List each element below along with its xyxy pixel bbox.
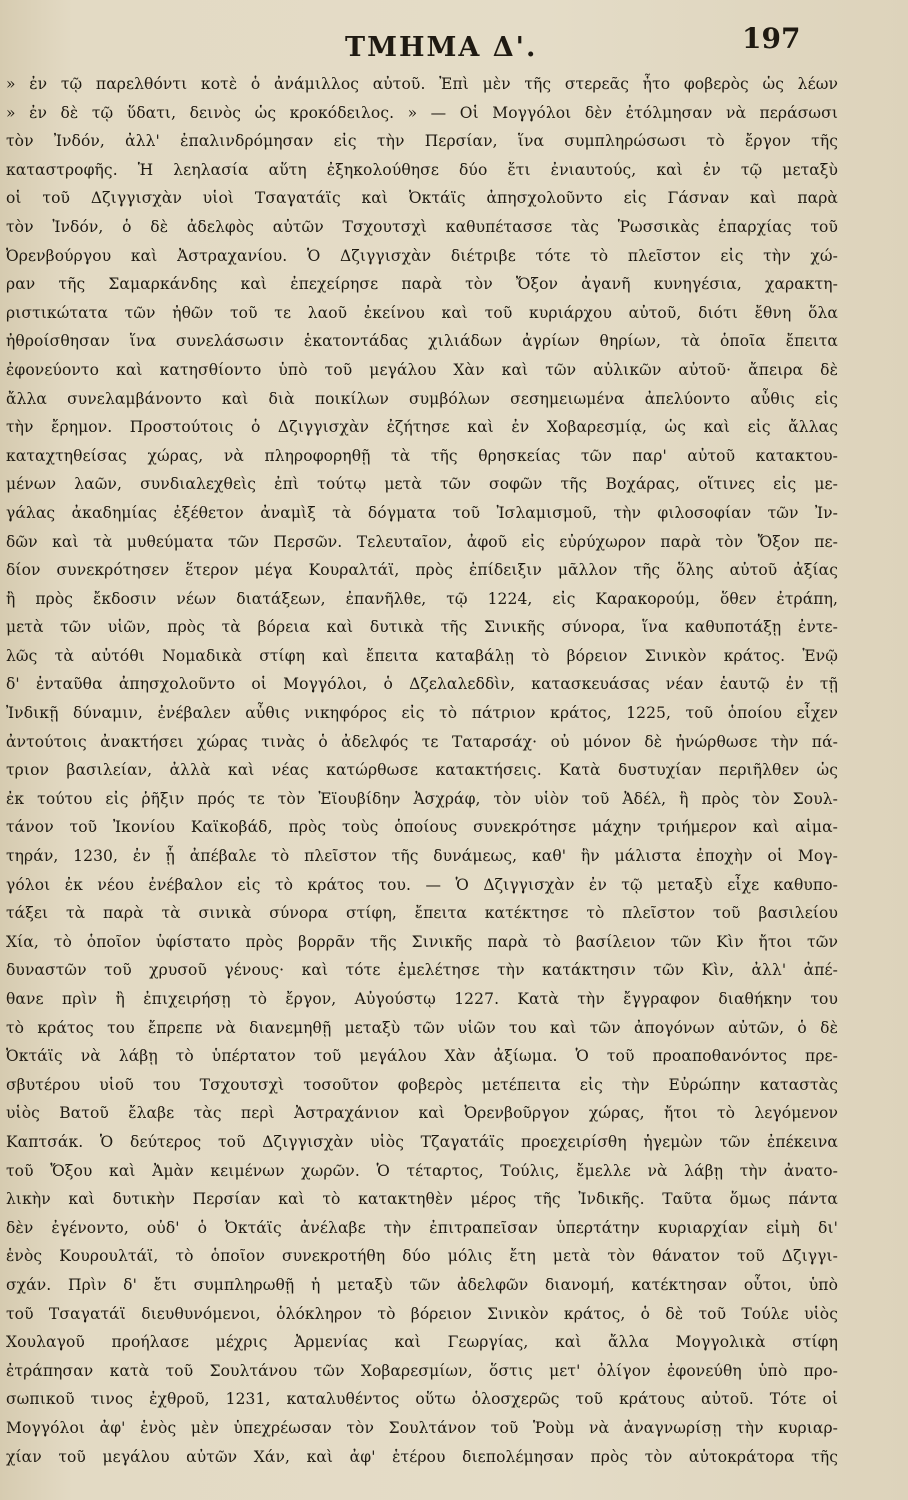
page-number: 197 — [742, 22, 801, 55]
section-title: ΤΜΗΜΑ Δ'. — [345, 32, 538, 63]
page-header — [0, 18, 908, 68]
text-line: ἐκ τούτου εἰς ῥῆξιν πρός τε τὸν Ἐϊουβίδην Ἀσχράφ, τὸν υἱὸν τοῦ Ἀδέλ, ἢ πρὸς τὸν Σουλ- — [6, 789, 838, 808]
text-line: σωπικοῦ τινος ἐχθροῦ, 1231, καταλυθέντος οὕτω ὁλοσχερῶς τοῦ κράτους αὐτοῦ. Τότε οἱ — [6, 1390, 838, 1409]
text-line: γάλας ἀκαδημίας ἐξέθετον ἀναμὶξ τὰ δόγματα τοῦ Ἰσλαμισμοῦ, τὴν φιλοσοφίαν τῶν Ἰν- — [6, 503, 838, 522]
text-line: Μογγόλοι ἀφ' ἑνὸς μὲν ὑπεχρέωσαν τὸν Σουλτάνον τοῦ Ῥοὺμ νὰ ἀναγνωρίσῃ τὴν κυριαρ- — [6, 1418, 838, 1437]
text-line: δ' ἐνταῦθα ἀπησχολοῦντο οἱ Μογγόλοι, ὁ Δζελαλεδδὶν, κατασκευάσας νέαν ἑαυτῷ ἐν τῇ — [6, 675, 838, 694]
text-line: τάνον τοῦ Ἰκονίου Καϊκοβάδ, πρὸς τοὺς ὁποίους συνεκρότησε μάχην τριήμερον καὶ αἱμα- — [6, 818, 838, 837]
text-line: ἠθροίσθησαν ἵνα συνελάσωσιν ἑκατοντάδας χιλιάδων ἀγρίων θηρίων, τὰ ὁποῖα ἔπειτα — [6, 332, 838, 351]
text-line: τάξει τὰ παρὰ τὰ σινικὰ σύνορα στίφη, ἔπειτα κατέκτησε τὸ πλεῖστον τοῦ βασιλείου — [6, 904, 838, 923]
text-line: δυναστῶν τοῦ χρυσοῦ γένους· καὶ τότε ἐμελέτησε τὴν κατάκτησιν τῶν Κὶν, ἀλλ' ἀπέ- — [6, 961, 838, 980]
text-line: μένων λαῶν, συνδιαλεχθεὶς ἐπὶ τούτῳ μετὰ τῶν σοφῶν τῆς Βοχάρας, οἵτινες εἰς με- — [6, 475, 838, 494]
text-line: τηράν, 1230, ἐν ᾗ ἀπέβαλε τὸ πλεῖστον τῆς δυνάμεως, καθ' ἣν μάλιστα ἐποχὴν οἱ Μογ- — [6, 847, 838, 866]
text-line: τὴν ἔρημον. Προστούτοις ὁ Δζιγγισχὰν ἐζήτησε καὶ ἐν Χοβαρεσμίᾳ, ὡς καὶ εἰς ἄλλας — [6, 418, 838, 437]
text-line: ἢ πρὸς ἔκδοσιν νέων διατάξεων, ἐπανῆλθε, τῷ 1224, εἰς Καρακορούμ, ὅθεν ἐτράπη, — [6, 589, 838, 608]
text-line: δίον συνεκρότησεν ἕτερον μέγα Κουραλτάϊ, πρὸς ἐπίδειξιν μᾶλλον τῆς ὅλης αὐτοῦ ἀξίας — [6, 561, 838, 580]
text-line: ριστικώτατα τῶν ἠθῶν τοῦ τε λαοῦ ἐκείνου καὶ τοῦ κυριάρχου αὐτοῦ, διότι ἔθνη ὅλα — [6, 303, 838, 322]
text-line: οἱ τοῦ Δζιγγισχὰν υἱοὶ Τσαγατάϊς καὶ Ὀκτάϊς ἀπησχολοῦντο εἰς Γάσναν καὶ παρὰ — [6, 189, 838, 208]
text-line: ἑνὸς Κουρουλτάϊ, τὸ ὁποῖον συνεκροτήθη δύο μόλις ἔτη μετὰ τὸν θάνατον τοῦ Δζιγγι- — [6, 1247, 838, 1266]
text-line: ἐφονεύοντο καὶ κατησθίοντο ὑπὸ τοῦ μεγάλου Χὰν καὶ τῶν αὐλικῶν αὐτοῦ· ἄπειρα δὲ — [6, 360, 838, 379]
text-line: τοῦ Ὄξου καὶ Ἀμὰν κειμένων χωρῶν. Ὁ τέταρτος, Τούλις, ἔμελλε νὰ λάβῃ τὴν ἀνατο- — [6, 1161, 838, 1180]
text-line: σχάν. Πρὶν δ' ἔτι συμπληρωθῇ ἡ μεταξὺ τῶν ἀδελφῶν διανομή, κατέκτησαν οὗτοι, ὑπὸ — [6, 1275, 838, 1294]
text-line: χίαν τοῦ μεγάλου αὐτῶν Χάν, καὶ ἀφ' ἑτέρου διεπολέμησαν πρὸς τὸν αὐτοκράτορα τῆς — [6, 1447, 838, 1466]
body-text — [6, 70, 838, 1471]
text-line: ἄλλα συνελαμβάνοντο καὶ διὰ ποικίλων συμβόλων σεσημειωμένα ἀπελύοντο αὖθις εἰς — [6, 389, 838, 408]
text-line: » ἐν δὲ τῷ ὕδατι, δεινὸς ὡς κροκόδειλος. » — Οἱ Μογγόλοι δὲν ἐτόλμησαν νὰ περάσωσι — [6, 103, 838, 122]
text-line: υἱὸς Βατοῦ ἔλαβε τὰς περὶ Ἀστραχάνιον καὶ Ὀρενβοῦργον χώρας, ἤτοι τὸ λεγόμενον — [6, 1104, 838, 1123]
text-line: ἀντούτοις ἀνακτήσει χώρας τινὰς ὁ ἀδελφός τε Ταταρσάχ· οὐ μόνον δὲ ἠνώρθωσε τὴν πά- — [6, 732, 838, 751]
text-line: Ὀκτάϊς νὰ λάβῃ τὸ ὑπέρτατον τοῦ μεγάλου Χὰν ἀξίωμα. Ὁ τοῦ προαποθανόντος πρε- — [6, 1047, 838, 1066]
text-line: γόλοι ἐκ νέου ἐνέβαλον εἰς τὸ κράτος του. — Ὁ Δζιγγισχὰν ἐν τῷ μεταξὺ εἶχε καθυπο- — [6, 875, 838, 894]
text-line: δῶν καὶ τὰ μυθεύματα τῶν Περσῶν. Τελευταῖον, ἀφοῦ εἰς εὐρύχωρον παρὰ τὸν Ὄξον πε- — [6, 532, 838, 551]
text-line: τὸν Ἰνδόν, ὁ δὲ ἀδελφὸς αὐτῶν Τσχουτσχὶ καθυπέτασσε τὰς Ῥωσσικὰς ἐπαρχίας τοῦ — [6, 217, 838, 236]
text-line: τριον βασιλείαν, ἀλλὰ καὶ νέας κατώρθωσε κατακτήσεις. Κατὰ δυστυχίαν περιῆλθεν ὡς — [6, 761, 838, 780]
text-line: καταστροφῆς. Ἡ λεηλασία αὕτη ἐξηκολούθησε δύο ἔτι ἐνιαυτούς, καὶ ἐν τῷ μεταξὺ — [6, 160, 838, 179]
text-line: τοῦ Τσαγατάϊ διευθυνόμενοι, ὁλόκληρον τὸ βόρειον Σινικὸν κράτος, ὁ δὲ τοῦ Τούλε υἱὸς — [6, 1304, 838, 1323]
text-line: μετὰ τῶν υἱῶν, πρὸς τὰ βόρεια καὶ δυτικὰ τῆς Σινικῆς σύνορα, ἵνα καθυποτάξῃ ἐντε- — [6, 618, 838, 637]
text-line: λικὴν καὶ δυτικὴν Περσίαν καὶ τὸ κατακτηθὲν μέρος τῆς Ἰνδικῆς. Ταῦτα ὅμως πάντα — [6, 1190, 838, 1209]
text-line: ραν τῆς Σαμαρκάνδης καὶ ἐπεχείρησε παρὰ τὸν Ὄξον ἀγανῆ κυνηγέσια, χαρακτη- — [6, 275, 838, 294]
text-line: Καπτσάκ. Ὁ δεύτερος τοῦ Δζιγγισχὰν υἱὸς Τζαγατάϊς προεχειρίσθη ἡγεμὼν τῶν ἐπέκεινα — [6, 1132, 838, 1151]
text-line: ἐτράπησαν κατὰ τοῦ Σουλτάνου τῶν Χοβαρεσμίων, ὅστις μετ' ὀλίγον ἐφονεύθη ὑπὸ προ- — [6, 1361, 838, 1380]
text-line: Ἰνδικῇ δύναμιν, ἐνέβαλεν αὖθις νικηφόρος εἰς τὸ πάτριον κράτος, 1225, τοῦ ὁποίου εἶχεν — [6, 704, 838, 723]
text-line: Χουλαγοῦ προήλασε μέχρις Ἀρμενίας καὶ Γεωργίας, καὶ ἄλλα Μογγολικὰ στίφη — [6, 1333, 838, 1352]
text-line: σβυτέρου υἱοῦ του Τσχουτσχὶ τοσοῦτον φοβερὸς μετέπειτα εἰς τὴν Εὐρώπην καταστὰς — [6, 1075, 838, 1094]
text-line: τὸν Ἰνδόν, ἀλλ' ἐπαλινδρόμησαν εἰς τὴν Περσίαν, ἵνα συμπληρώσωσι τὸ ἔργον τῆς — [6, 132, 838, 151]
text-line: Ὀρενβούργου καὶ Ἀστραχανίου. Ὁ Δζιγγισχὰν διέτριβε τότε τὸ πλεῖστον εἰς τὴν χώ- — [6, 246, 838, 265]
text-line: τὸ κράτος του ἔπρεπε νὰ διανεμηθῇ μεταξὺ τῶν υἱῶν του καὶ τῶν ἀπογόνων αὐτῶν, ὁ δὲ — [6, 1018, 838, 1037]
text-line: » ἐν τῷ παρελθόντι κοτὲ ὁ ἀνάμιλλος αὐτοῦ. Ἐπὶ μὲν τῆς στερεᾶς ἦτο φοβερὸς ὡς λέων — [6, 75, 838, 93]
text-line: Χία, τὸ ὁποῖον ὑφίστατο πρὸς βορρᾶν τῆς Σινικῆς παρὰ τὸ βασίλειον τῶν Κὶν ἤτοι τῶν — [6, 932, 838, 951]
text-line: θανε πρὶν ἢ ἐπιχειρήσῃ τὸ ἔργον, Αὐγούστῳ 1227. Κατὰ τὴν ἔγγραφον διαθήκην του — [6, 990, 838, 1008]
text-line: καταχτηθείσας χώρας, νὰ πληροφορηθῇ τὰ τῆς θρησκείας τῶν παρ' αὐτοῦ κατακτου- — [6, 446, 838, 465]
text-line: λῶς τὰ αὐτόθι Νομαδικὰ στίφη καὶ ἔπειτα καταβάλῃ τὸ βόρειον Σινικὸν κράτος. Ἐνῷ — [6, 646, 838, 665]
text-line: δὲν ἐγένοντο, οὐδ' ὁ Ὀκτάϊς ἀνέλαβε τὴν ἐπιτραπεῖσαν ὑπερτάτην κυριαρχίαν εἰμὴ δι' — [6, 1218, 838, 1237]
